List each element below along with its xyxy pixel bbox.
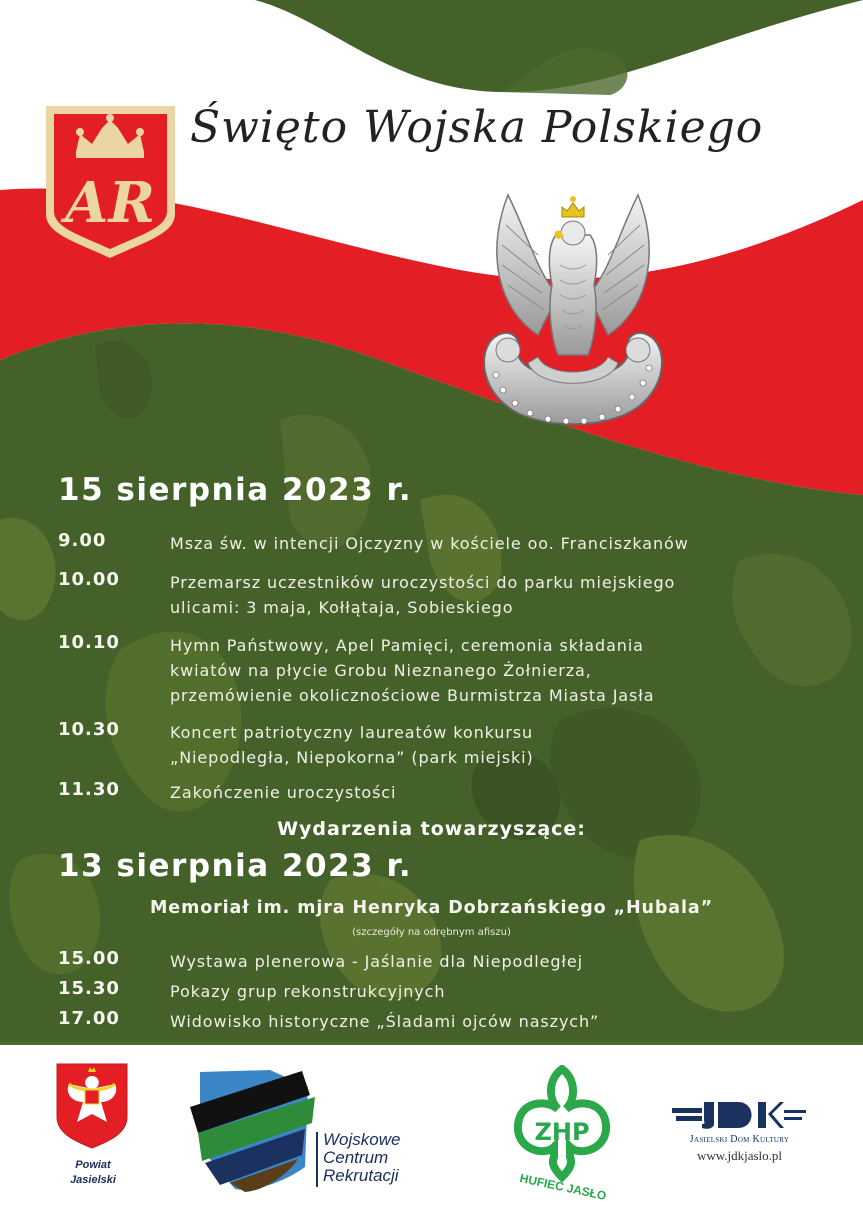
schedule-description-line: przemówienie okolicznościowe Burmistrza Miasta Jasła [170, 686, 655, 705]
schedule-description-line: „Niepodległa, Niepokorna” (park miejski) [170, 748, 534, 767]
jdk-name: Jasielski Dom Kultury [689, 1134, 790, 1145]
schedule-description: Wystawa plenerowa - Jaślanie dla Niepodległej [170, 952, 583, 971]
memorial-note: (szczegóły na odrębnym afiszu) [352, 927, 511, 938]
schedule-time: 10.30 [58, 719, 120, 740]
schedule-time: 10.10 [58, 632, 120, 653]
sponsor-footer [0, 1045, 863, 1220]
schedule-description: Zakończenie uroczystości [170, 783, 397, 802]
memorial-title: Memoriał im. mjra Henryka Dobrzańskiego „Hubala” [149, 898, 714, 918]
schedule-description-line: kwiatów na płycie Grobu Nieznanego Żołnierza, [170, 661, 592, 680]
schedule-description: Widowisko historyczne „Śladami ojców naszych” [170, 1012, 600, 1031]
schedule-time: 11.30 [58, 779, 120, 800]
schedule-description: Przemarsz uczestników uroczystości do parku miejskiego [170, 573, 676, 592]
schedule-description: Koncert patriotyczny laureatów konkursu [170, 723, 534, 742]
svg-text:AR: AR [65, 170, 155, 236]
powiat-coat-of-arms-icon [55, 1062, 129, 1150]
wcr-label: Wojskowe Centrum Rekrutacji [323, 1130, 401, 1185]
svg-text:ZHP: ZHP [534, 1118, 590, 1146]
schedule-description: Msza św. w intencji Ojczyzny w kościele oo. Franciszkanów [170, 534, 689, 553]
schedule-time: 15.30 [58, 978, 120, 999]
schedule-time: 15.00 [58, 948, 120, 969]
side-events-heading: Wydarzenia towarzyszące: [277, 818, 586, 840]
schedule-time: 10.00 [58, 569, 120, 590]
side-events-date: 13 sierpnia 2023 r. [58, 848, 413, 884]
poster-title: Święto Wojska Polskiego [190, 102, 764, 153]
jaslo-coat-of-arms-icon [44, 104, 177, 260]
schedule-time: 9.00 [58, 530, 107, 551]
main-event-date: 15 sierpnia 2023 r. [58, 472, 413, 508]
jdk-url[interactable]: www.jdkjaslo.pl [696, 1148, 783, 1163]
schedule-description-line: ulicami: 3 maja, Kołłątaja, Sobieskiego [170, 598, 514, 617]
zhp-caption: HUFIEC JASŁO [518, 1171, 608, 1203]
powiat-label: Powiat Jasielski [70, 1159, 116, 1186]
wcr-divider [316, 1132, 318, 1187]
military-eagle-emblem-icon [478, 185, 668, 430]
schedule-description: Hymn Państwowy, Apel Pamięci, ceremonia składania [170, 636, 644, 655]
wcr-shield-icon [190, 1067, 325, 1192]
schedule-description: Pokazy grup rekonstrukcyjnych [170, 982, 446, 1001]
schedule-time: 17.00 [58, 1008, 120, 1029]
jdk-logo-icon [672, 1100, 807, 1130]
